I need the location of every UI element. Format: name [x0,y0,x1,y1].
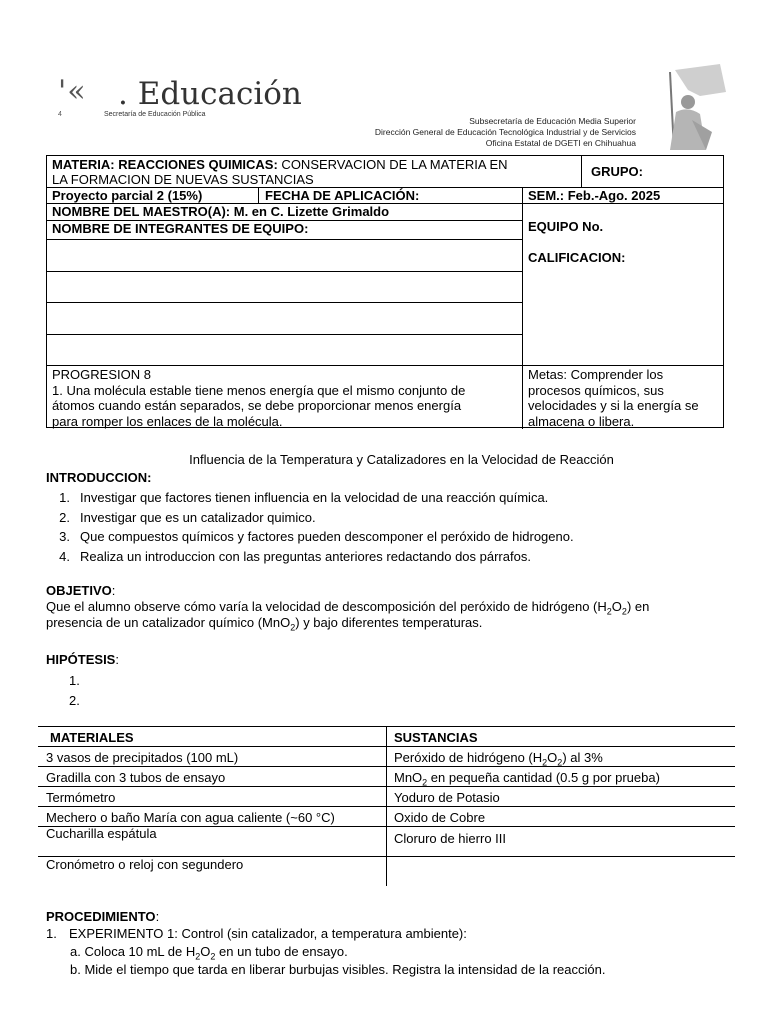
progresion-title: PROGRESION 8 [52,367,151,382]
sem-value: : Feb.-Ago. 2025 [559,188,661,203]
hipotesis-title: HIPÓTESIS: [46,652,119,667]
metas-line: almacena o libera. [528,413,635,429]
table-cell: Oxido de Cobre [394,810,486,825]
list-item: 1. Investigar que factores tienen influencia en la velocidad de una reacción química. [59,490,549,505]
logo-mark: '« [58,74,87,109]
header-line-3: Oficina Estatal de DGETI en Chihuahua [485,138,636,148]
list-item: 3. Que compuestos químicos y factores pueden descomponer el peróxido de hidrogeno. [59,529,574,544]
progresion-line: para romper los enlaces de la molécula. [52,413,283,429]
header-line-2: Dirección General de Educación Tecnológica Industrial y de Servicios [374,127,636,137]
table-cell: Mechero o baño María con agua caliente (~60 °C) [46,810,335,825]
table-cell: Gradilla con 3 tubos de ensayo [46,770,226,785]
logo-subtitle: Secretaría de Educación Pública [104,111,206,118]
step-text: EXPERIMENTO 1: Control (sin catalizador, a temperatura ambiente): [69,926,467,941]
proyecto-label: Proyecto parcial 2 (15%) [52,188,203,203]
metas-cell [528,367,699,429]
objetivo-text: Que el alumno observe cómo varía la velocidad de descomposición del peróxido de hidrógeno $(H_2O_2)$ en presencia de un catalizador químico (MnO$_2$) y bajo diferentes temperaturas. [46,599,650,633]
materia-value: CONSERVACION DE LA MATERIA EN [277,157,508,172]
metas-line: procesos químicos, sus [528,382,664,398]
materia-cell [52,157,577,187]
list-item: 1. [69,673,80,688]
hipotesis-list [69,671,80,711]
progresion-cell [52,367,465,429]
materia-label: MATERIA: REACCIONES QUIMICAS: [52,157,278,172]
list-item: 4. Realiza un introduccion con las preguntas anteriores redactando dos párrafos. [59,548,531,564]
substep-a: a. Coloca 10 mL de $H_2O_2$ en un tubo de ensayo. [70,944,348,962]
logo-number: 4 [58,111,62,118]
metas-line: Metas: Comprender los [528,367,664,382]
table-cell: MnO$_2$ en pequeña cantidad (0.5 g por prueba) [394,770,660,788]
calificacion-label: CALIFICACION: [528,250,626,265]
metas-line: velocidades y si la energía se [528,398,699,413]
semestre-cell [528,188,660,203]
equipo-label: EQUIPO No. [528,219,604,234]
table-cell: Cloruro de hierro III [394,831,506,846]
logo-text: . Educación [118,76,302,112]
procedimiento-title: PROCEDIMIENTO: [46,909,160,924]
header-line-1: Subsecretaría de Educación Media Superior [469,116,636,126]
objetivo-title: OBJETIVO: [46,583,116,598]
materia-value-2: LA FORMACION DE NUEVAS SUSTANCIAS [52,172,314,187]
sem-label: SEM. [528,188,560,203]
integrantes-label: NOMBRE DE INTEGRANTES DE EQUIPO: [52,221,309,236]
table-cell: Cronómetro o reloj con segundero [46,857,244,872]
table-cell: Termómetro [46,790,116,805]
materiales-table [38,726,735,886]
info-table [46,155,724,428]
table-cell: Cucharilla espátula [46,826,157,841]
introduccion-list [46,488,574,566]
table-cell: 3 vasos de precipitados (100 mL) [46,750,239,765]
table-cell: Yoduro de Potasio [394,790,500,805]
sustancias-header: SUSTANCIAS [394,730,478,745]
substep-b: b. Mide el tiempo que tarda en liberar burbujas visibles. Registra la intensidad de la reacción. [70,962,606,977]
introduccion-title: INTRODUCCION: [46,470,152,485]
progresion-line: átomos cuando están separados, se debe proporcionar menos energía [52,398,462,413]
list-item: 2. Investigar que es un catalizador quimico. [59,509,316,525]
progresion-line: 1. Una molécula estable tiene menos energía que el mismo conjunto de [52,382,466,398]
flag-figure-illustration [640,62,730,152]
maestro-label: NOMBRE DEL MAESTRO(A): M. en C. Lizette Grimaldo [52,204,390,219]
document-title: Influencia de la Temperatura y Catalizadores en la Velocidad de Reacción [189,452,614,467]
fecha-label: FECHA DE APLICACIÓN: [265,188,420,203]
step-number: 1. [46,926,57,941]
table-cell: Peróxido de hidrógeno $(H_2O_2)$ al 3% [394,750,603,768]
materiales-header: MATERIALES [50,730,134,745]
list-item: 2. [69,693,80,708]
grupo-label: GRUPO: [591,164,643,179]
